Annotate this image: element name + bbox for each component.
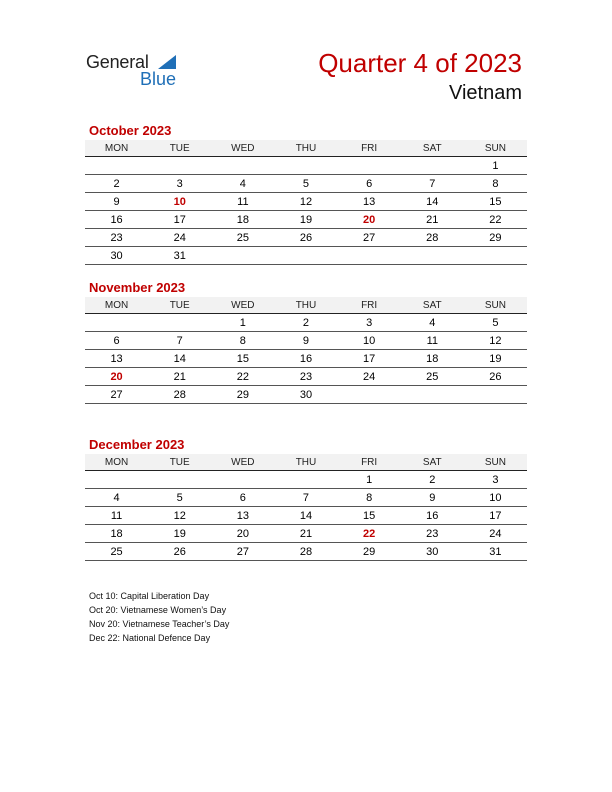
day-cell: 28 — [401, 229, 464, 247]
day-cell: 16 — [85, 211, 148, 229]
day-cell: 8 — [211, 332, 274, 350]
weekday-label: THU — [274, 297, 337, 314]
country-name: Vietnam — [448, 82, 522, 104]
day-cell: 31 — [148, 247, 211, 265]
day-cell: 3 — [338, 314, 401, 332]
day-cell: 14 — [274, 507, 337, 525]
weekday-label: SUN — [464, 454, 527, 471]
weekday-label: WED — [211, 140, 274, 157]
day-cell: 7 — [274, 489, 337, 507]
day-cell: 20 — [338, 211, 401, 229]
month-october — [85, 122, 527, 265]
empty-day-cell — [211, 247, 274, 265]
empty-day-cell — [85, 471, 148, 489]
day-cell: 20 — [85, 368, 148, 386]
empty-day-cell — [148, 471, 211, 489]
day-cell: 21 — [274, 525, 337, 543]
week-row — [85, 386, 527, 404]
empty-day-cell — [338, 157, 401, 175]
empty-day-cell — [85, 314, 148, 332]
holiday-note: Oct 20: Vietnamese Women’s Day — [89, 605, 227, 615]
day-cell: 2 — [85, 175, 148, 193]
weekday-label: TUE — [148, 297, 211, 314]
day-cell: 14 — [401, 193, 464, 211]
weekday-label: SAT — [401, 140, 464, 157]
day-cell: 17 — [338, 350, 401, 368]
day-cell: 23 — [85, 229, 148, 247]
weekday-label: SAT — [401, 297, 464, 314]
day-cell: 28 — [274, 543, 337, 561]
day-cell: 5 — [274, 175, 337, 193]
day-cell: 15 — [338, 507, 401, 525]
day-cell: 4 — [85, 489, 148, 507]
day-cell: 2 — [274, 314, 337, 332]
empty-day-cell — [85, 157, 148, 175]
week-row — [85, 350, 527, 368]
weekday-label: SUN — [464, 140, 527, 157]
calendar-grid — [85, 140, 527, 265]
day-cell: 23 — [401, 525, 464, 543]
day-cell: 19 — [148, 525, 211, 543]
day-cell: 12 — [148, 507, 211, 525]
holiday-note: Oct 10: Capital Liberation Day — [89, 591, 210, 601]
day-cell: 16 — [274, 350, 337, 368]
weekday-label: FRI — [338, 454, 401, 471]
weekday-label: SAT — [401, 454, 464, 471]
day-cell: 3 — [148, 175, 211, 193]
day-cell: 18 — [211, 211, 274, 229]
empty-day-cell — [401, 247, 464, 265]
empty-day-cell — [211, 157, 274, 175]
empty-day-cell — [401, 386, 464, 404]
day-cell: 13 — [85, 350, 148, 368]
day-cell: 25 — [85, 543, 148, 561]
day-cell: 17 — [464, 507, 527, 525]
day-cell: 4 — [401, 314, 464, 332]
day-cell: 9 — [401, 489, 464, 507]
weekday-label: TUE — [148, 454, 211, 471]
week-row — [85, 247, 527, 265]
day-cell: 25 — [211, 229, 274, 247]
weekday-label: WED — [211, 297, 274, 314]
day-cell: 1 — [338, 471, 401, 489]
day-cell: 15 — [464, 193, 527, 211]
day-cell: 6 — [338, 175, 401, 193]
day-cell: 6 — [211, 489, 274, 507]
weekday-label: SUN — [464, 297, 527, 314]
day-cell: 27 — [85, 386, 148, 404]
week-row — [85, 525, 527, 543]
day-cell: 22 — [211, 368, 274, 386]
day-cell: 26 — [274, 229, 337, 247]
empty-day-cell — [274, 247, 337, 265]
day-cell: 29 — [211, 386, 274, 404]
generalblue-logo — [86, 52, 196, 92]
day-cell: 1 — [211, 314, 274, 332]
day-cell: 14 — [148, 350, 211, 368]
day-cell: 12 — [274, 193, 337, 211]
day-cell: 10 — [148, 193, 211, 211]
quarter-title: Quarter 4 of 2023 — [318, 48, 522, 78]
day-cell: 10 — [338, 332, 401, 350]
week-row — [85, 157, 527, 175]
empty-day-cell — [148, 157, 211, 175]
week-row — [85, 193, 527, 211]
weekday-header-row — [85, 454, 527, 471]
day-cell: 28 — [148, 386, 211, 404]
day-cell: 27 — [338, 229, 401, 247]
day-cell: 11 — [211, 193, 274, 211]
day-cell: 17 — [148, 211, 211, 229]
day-cell: 27 — [211, 543, 274, 561]
day-cell: 10 — [464, 489, 527, 507]
day-cell: 22 — [464, 211, 527, 229]
day-cell: 5 — [464, 314, 527, 332]
day-cell: 6 — [85, 332, 148, 350]
weekday-header-row — [85, 140, 527, 157]
week-row — [85, 229, 527, 247]
day-cell: 4 — [211, 175, 274, 193]
weekday-label: THU — [274, 140, 337, 157]
day-cell: 11 — [85, 507, 148, 525]
day-cell: 13 — [211, 507, 274, 525]
month-title: December 2023 — [89, 437, 185, 452]
day-cell: 15 — [211, 350, 274, 368]
day-cell: 11 — [401, 332, 464, 350]
empty-day-cell — [401, 157, 464, 175]
empty-day-cell — [338, 247, 401, 265]
day-cell: 20 — [211, 525, 274, 543]
day-cell: 29 — [338, 543, 401, 561]
holiday-note: Dec 22: National Defence Day — [89, 633, 211, 643]
day-cell: 23 — [274, 368, 337, 386]
day-cell: 13 — [338, 193, 401, 211]
day-cell: 9 — [274, 332, 337, 350]
logo-triangle-icon — [158, 55, 176, 69]
day-cell: 3 — [464, 471, 527, 489]
day-cell: 26 — [148, 543, 211, 561]
week-row — [85, 471, 527, 489]
day-cell: 7 — [401, 175, 464, 193]
weekday-label: FRI — [338, 140, 401, 157]
week-row — [85, 211, 527, 229]
day-cell: 7 — [148, 332, 211, 350]
week-row — [85, 368, 527, 386]
calendar-grid — [85, 454, 527, 561]
day-cell: 12 — [464, 332, 527, 350]
week-row — [85, 332, 527, 350]
day-cell: 24 — [338, 368, 401, 386]
day-cell: 31 — [464, 543, 527, 561]
day-cell: 30 — [401, 543, 464, 561]
week-row — [85, 175, 527, 193]
day-cell: 8 — [464, 175, 527, 193]
empty-day-cell — [464, 386, 527, 404]
weekday-label: MON — [85, 140, 148, 157]
calendar-grid — [85, 297, 527, 404]
day-cell: 9 — [85, 193, 148, 211]
day-cell: 25 — [401, 368, 464, 386]
day-cell: 24 — [464, 525, 527, 543]
empty-day-cell — [274, 471, 337, 489]
weekday-label: THU — [274, 454, 337, 471]
empty-day-cell — [464, 247, 527, 265]
day-cell: 2 — [401, 471, 464, 489]
day-cell: 30 — [85, 247, 148, 265]
day-cell: 5 — [148, 489, 211, 507]
weekday-label: TUE — [148, 140, 211, 157]
empty-day-cell — [211, 471, 274, 489]
week-row — [85, 489, 527, 507]
month-title: October 2023 — [89, 123, 172, 138]
empty-day-cell — [274, 157, 337, 175]
day-cell: 19 — [464, 350, 527, 368]
month-title: November 2023 — [89, 280, 186, 295]
day-cell: 16 — [401, 507, 464, 525]
day-cell: 30 — [274, 386, 337, 404]
day-cell: 22 — [338, 525, 401, 543]
weekday-label: FRI — [338, 297, 401, 314]
week-row — [85, 507, 527, 525]
month-december — [85, 436, 527, 561]
day-cell: 21 — [401, 211, 464, 229]
week-row — [85, 314, 527, 332]
week-row — [85, 543, 527, 561]
holiday-note: Nov 20: Vietnamese Teacher’s Day — [89, 619, 230, 629]
day-cell: 19 — [274, 211, 337, 229]
empty-day-cell — [148, 314, 211, 332]
day-cell: 21 — [148, 368, 211, 386]
weekday-label: MON — [85, 454, 148, 471]
weekday-header-row — [85, 297, 527, 314]
day-cell: 8 — [338, 489, 401, 507]
day-cell: 18 — [401, 350, 464, 368]
day-cell: 18 — [85, 525, 148, 543]
weekday-label: WED — [211, 454, 274, 471]
day-cell: 1 — [464, 157, 527, 175]
empty-day-cell — [338, 386, 401, 404]
day-cell: 24 — [148, 229, 211, 247]
day-cell: 29 — [464, 229, 527, 247]
logo-text-blue: Blue — [140, 69, 177, 89]
weekday-label: MON — [85, 297, 148, 314]
month-november — [85, 279, 527, 404]
logo-text-general: General — [86, 52, 149, 72]
holiday-notes — [89, 589, 229, 645]
day-cell: 26 — [464, 368, 527, 386]
